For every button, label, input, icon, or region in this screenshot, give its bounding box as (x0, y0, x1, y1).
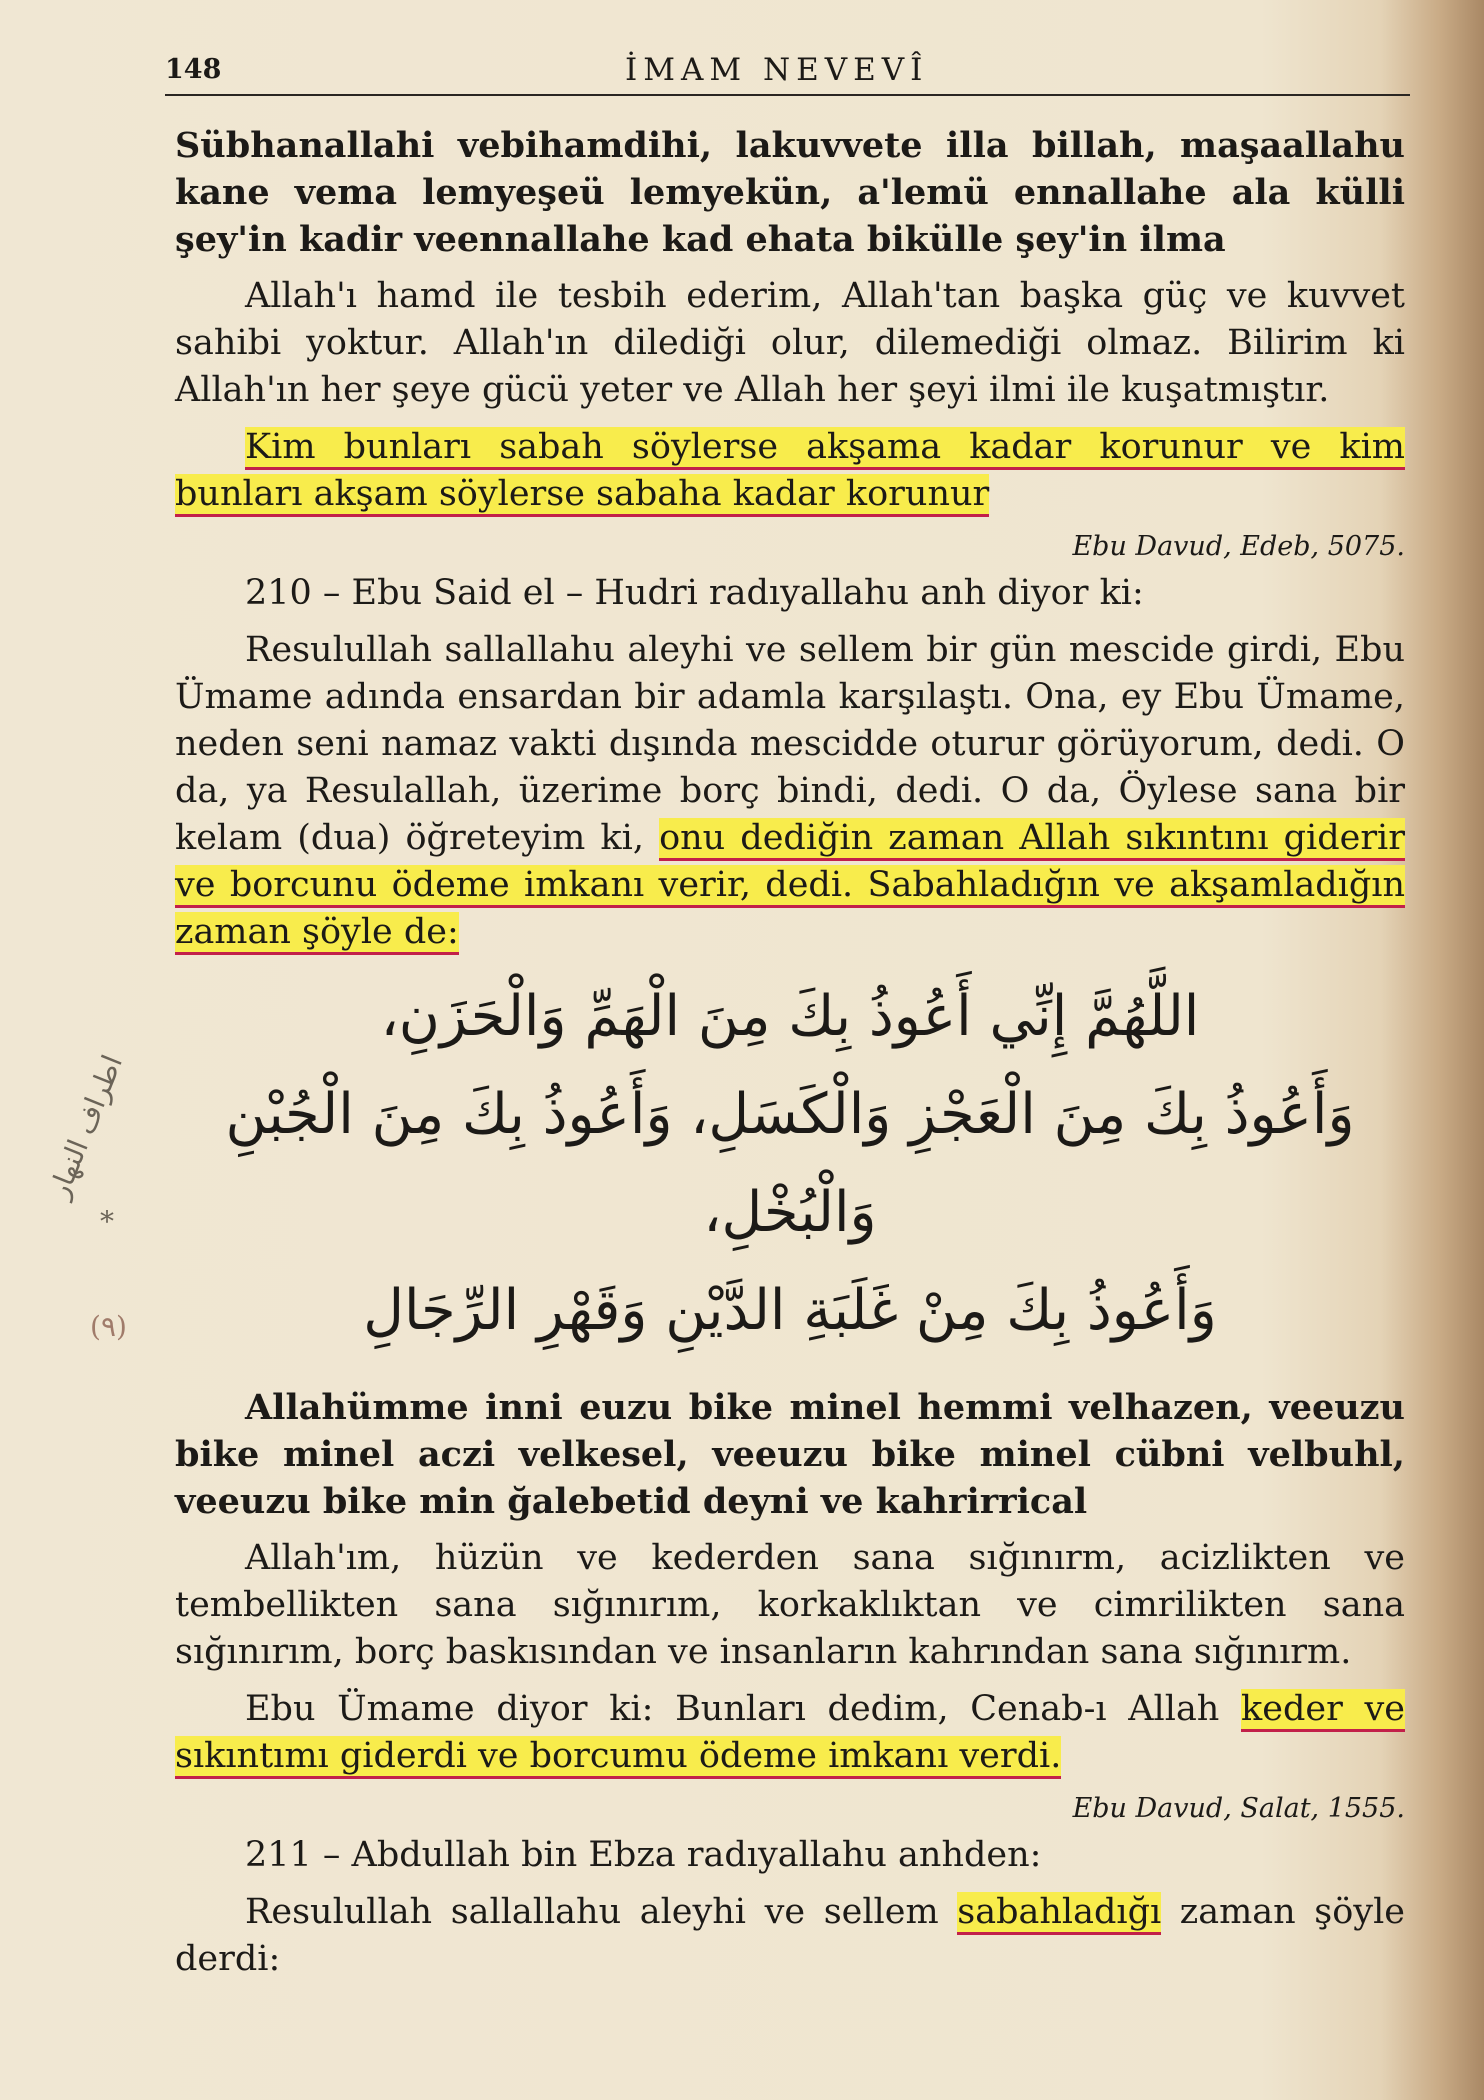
highlighted-text: onu dediğin zaman Allah sıkıntını giderir ve borcunu ödeme imkanı verir, dedi. Sabahladığın ve akşamladığın zaman şöyle de: (175, 818, 1405, 955)
text-run: zaman şöyle derdi: (175, 1892, 1405, 1979)
arabic-line: وَأَعُوذُ بِكَ مِنْ غَلَبَةِ الدَّيْنِ وَقَهْرِ الرِّجَالِ (363, 1278, 1217, 1343)
hadith-210-title: 210 – Ebu Said el – Hudri radıyallahu anh diyor ki: (245, 573, 1144, 613)
margin-number: (٩) (90, 1310, 127, 1343)
arabic-line: اللَّهُمَّ إِنِّي أَعُوذُ بِكَ مِنَ الْهَمِّ وَالْحَزَنِ، (380, 984, 1200, 1049)
virtue-1 (175, 424, 1405, 518)
running-title: İMAM NEVEVÎ (625, 52, 929, 88)
page-header (165, 50, 1410, 96)
margin-note-arabic: اطراف النهار (41, 1050, 130, 1203)
source-2: Ebu Davud, Salat, 1555. (1072, 1793, 1405, 1824)
arabic-line: وَأَعُوذُ بِكَ مِنَ الْعَجْزِ وَالْكَسَلِ، وَأَعُوذُ بِكَ مِنَ الْجُبْنِ وَالْبُخْلِ، (225, 1082, 1355, 1245)
result-paragraph (175, 1686, 1405, 1780)
hadith-210-body (175, 627, 1405, 956)
arabic-dua (175, 968, 1405, 1360)
translation-1: Allah'ı hamd ile tesbih ederim, Allah'tan başka güç ve kuvvet sahibi yoktur. Allah'ın dilediği olur, dilemediği olmaz. Bilirim ki Allah'ın her şeye gücü yeter ve Allah her şeyi ilmi ile kuşatmıştır. (175, 276, 1405, 410)
page-number: 148 (165, 54, 222, 85)
transliteration-1: Sübhanallahi vebihamdihi, lakuvvete illa billah, maşaallahu kane vema lemyeşeü lemyekün, a'lemü ennallahe ala külli şey'in kadir veennallahe kad ehata biküllе şey'in ilma (175, 125, 1405, 260)
highlighted-text: sabahladığı (957, 1892, 1161, 1935)
text-run: Resulullah sallallahu aleyhi ve sellem bir gün mescide girdi, Ebu Ümame adında ensardan bir adamla karşılaştı. Ona, ey Ebu Ümame, neden seni namaz vakti dışında mescidde oturur görüyorum, dedi. O da, ya Resulallah, üzerime borç bindi, dedi. O da, Öylese sana bir kelam (dua) öğreteyim ki, (175, 630, 1405, 858)
transliteration-2: Allahümme inni euzu bike minel hemmi velhazen, veeuzu bike minel aczi velkesel, veeuzu bike minel cübni velbuhl, veeuzu bike min ğalebetid deyni ve kahrirrical (175, 1387, 1405, 1522)
text-run: Resulullah sallallahu aleyhi ve sellem (245, 1892, 958, 1932)
translation-2: Allah'ım, hüzün ve kederden sana sığınırm, acizlikten ve tembellikten sana sığınırım, korkaklıktan ve cimrilikten sana sığınırım, borç baskısından ve insanların kahrından sana sığınırm. (175, 1538, 1405, 1672)
highlighted-text: keder ve sıkıntımı giderdi ve borcumu ödeme imkanı verdi. (175, 1689, 1405, 1779)
page-body (175, 122, 1405, 1993)
hadith-211-title: 211 – Abdullah bin Ebza radıyallahu anhden: (245, 1835, 1042, 1875)
hadith-211-body (175, 1889, 1405, 1983)
source-1: Ebu Davud, Edeb, 5075. (1072, 531, 1405, 562)
text-run: Ebu Ümame diyor ki: Bunları dedim, Cenab-ı Allah (245, 1689, 1242, 1729)
highlighted-text: Kim bunları sabah söylerse akşama kadar korunur ve kim bunları akşam söylerse sabaha kadar korunur (175, 427, 1405, 517)
margin-star: * (100, 1205, 114, 1238)
